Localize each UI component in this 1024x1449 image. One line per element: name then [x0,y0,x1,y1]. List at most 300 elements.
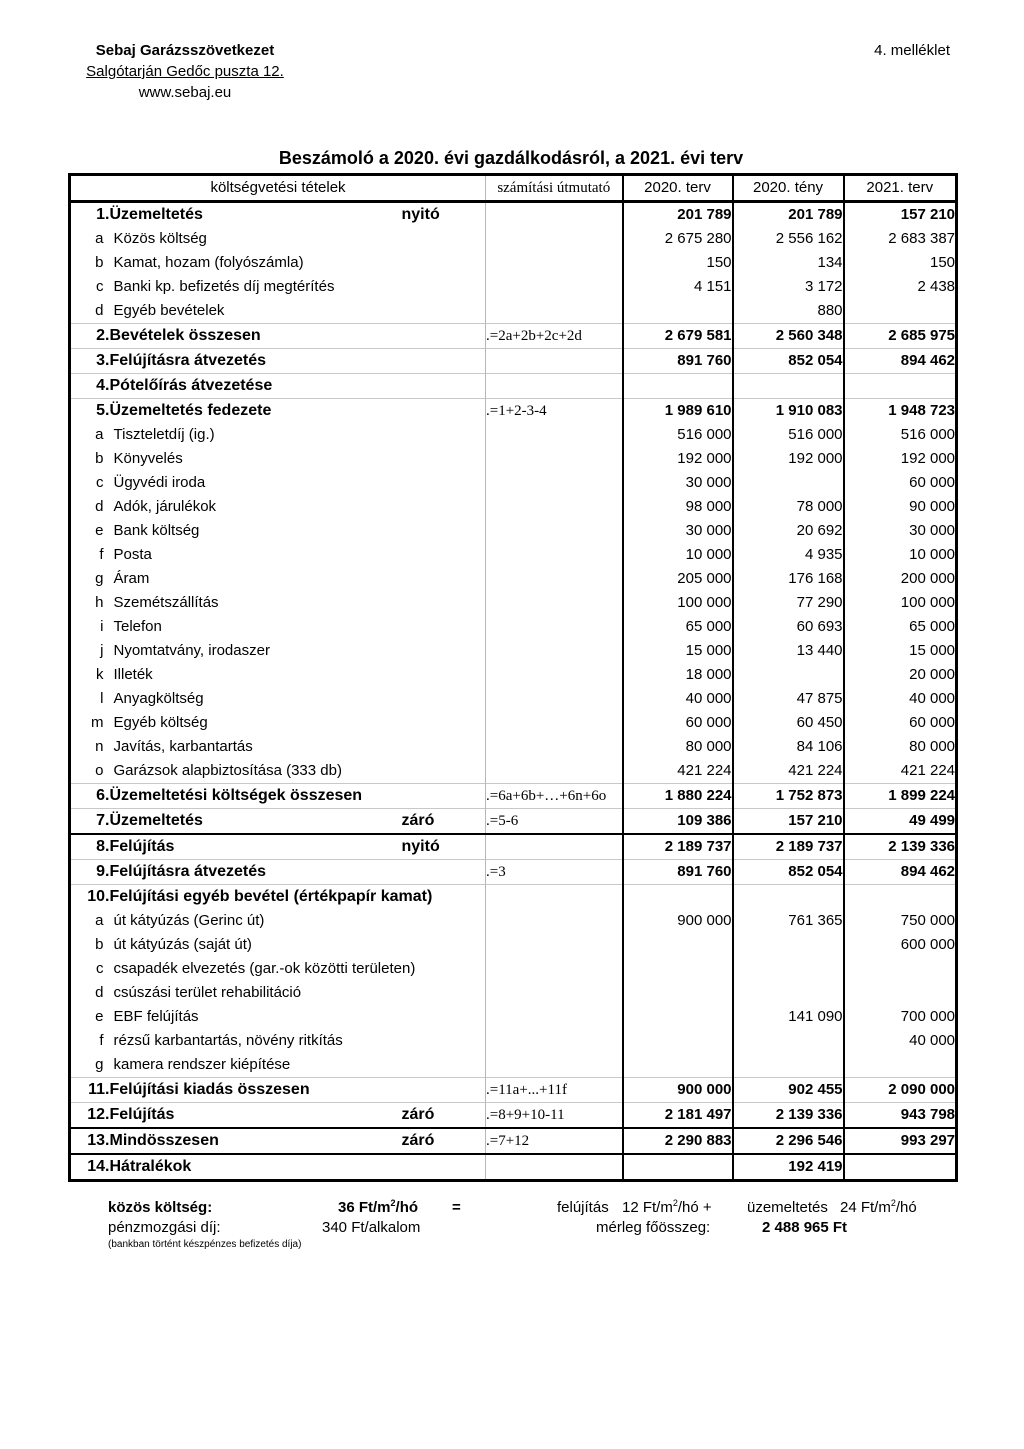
value-plan-2021 [844,374,957,399]
value-plan-2020: 201 789 [623,202,733,228]
row-label-text: Illeték [113,666,153,683]
row-formula [486,591,623,615]
value-actual-2020: 852 054 [733,349,844,374]
value-plan-2021: 100 000 [844,591,957,615]
row-formula [486,275,623,299]
row-label-text: Közös költség [113,230,207,247]
row-label-text: út kátyúzás (Gerinc út) [113,912,265,929]
value-plan-2020: 891 760 [623,349,733,374]
table-row-main [70,885,957,910]
row-formula [486,909,623,933]
row-number: g [95,570,104,587]
row-label-text: Áram [113,570,150,587]
value-actual-2020: 78 000 [733,495,844,519]
table-row-main [70,1103,957,1129]
row-formula [486,711,623,735]
row-label [110,567,486,591]
value-plan-2020: 30 000 [623,471,733,495]
value-plan-2020: 2 189 737 [623,834,733,860]
row-number: a [95,230,104,247]
value-actual-2020: 84 106 [733,735,844,759]
row-label [110,543,486,567]
row-formula [486,495,623,519]
row-formula [486,1029,623,1053]
row-label [110,981,486,1005]
row-number: a [95,426,104,443]
organization-name: Sebaj Garázsszövetkezet [95,42,275,59]
value-actual-2020: 2 139 336 [733,1103,844,1129]
row-number: c [96,278,104,295]
row-formula [486,663,623,687]
row-number: 5. [70,399,110,424]
value-plan-2021: 65 000 [844,615,957,639]
row-number: c [96,960,104,977]
row-formula [486,567,623,591]
value-plan-2020 [623,933,733,957]
row-formula: .=3 [486,860,623,885]
value-actual-2020: 2 296 546 [733,1128,844,1154]
value-actual-2020: 902 455 [733,1078,844,1103]
value-plan-2020: 30 000 [623,519,733,543]
value-actual-2020: 2 189 737 [733,834,844,860]
row-label-text: Üzemeltetés fedezete [109,402,272,419]
row-label-text: Felújításra átvezetés [109,863,267,880]
value-plan-2020: 2 679 581 [623,324,733,349]
value-plan-2021 [844,957,957,981]
row-label-text: Hátralékok [109,1158,192,1175]
row-formula [486,639,623,663]
value-actual-2020: 192 419 [733,1154,844,1181]
value-plan-2020: 60 000 [623,711,733,735]
row-formula [486,834,623,860]
row-number: e [95,522,104,539]
column-header-actual-2020: 2020. tény [733,175,844,202]
table-row-sub [70,981,957,1005]
row-number: f [99,546,104,563]
row-tag: nyitó [401,838,440,855]
row-number: b [95,254,104,271]
row-formula [486,227,623,251]
row-formula [486,957,623,981]
value-plan-2020: 18 000 [623,663,733,687]
value-plan-2020: 109 386 [623,809,733,835]
table-row-sub [70,519,957,543]
value-plan-2020: 516 000 [623,423,733,447]
table-row-sub [70,543,957,567]
value-actual-2020: 134 [733,251,844,275]
row-formula [486,933,623,957]
row-label-text: Banki kp. befizetés díj megtérítés [113,278,335,295]
row-label [110,275,486,299]
renovation-value: 12 $Ft/m^2/hó$ + [622,1198,712,1216]
value-actual-2020: 880 [733,299,844,324]
table-row-main [70,1078,957,1103]
value-plan-2020 [623,1005,733,1029]
row-formula [486,687,623,711]
value-plan-2021 [844,299,957,324]
value-actual-2020: 1 752 873 [733,784,844,809]
column-header-formula: számítási útmutató [486,175,623,202]
row-formula [486,471,623,495]
table-row-sub [70,1029,957,1053]
row-label-text: Felújítás [109,838,175,855]
row-formula: .=8+9+10-11 [486,1103,623,1129]
table-row-main [70,809,957,835]
row-label-text: Pótelőírás átvezetése [109,377,273,394]
row-number: 4. [70,374,110,399]
row-label-text: Ügyvédi iroda [113,474,206,491]
row-label [110,495,486,519]
table-row-sub [70,567,957,591]
row-formula [486,447,623,471]
value-plan-2021: 60 000 [844,711,957,735]
row-label-text: Posta [113,546,152,563]
value-plan-2021 [844,981,957,1005]
row-label-text: Felújítási egyéb bevétel (értékpapír kamat) [109,888,433,905]
row-formula [486,374,623,399]
row-number: b [95,450,104,467]
value-actual-2020 [733,957,844,981]
row-number: m [91,714,104,731]
row-label [110,251,486,275]
value-plan-2021: 20 000 [844,663,957,687]
value-plan-2020: 900 000 [623,909,733,933]
value-actual-2020: 77 290 [733,591,844,615]
value-actual-2020: 2 560 348 [733,324,844,349]
value-actual-2020 [733,663,844,687]
row-label-text: Szemétszállítás [113,594,219,611]
row-label-text: Tiszteletdíj (ig.) [113,426,215,443]
table-header-row [70,175,957,202]
cash-fee-value: 340 Ft/alkalom [322,1219,421,1236]
value-plan-2021: 516 000 [844,423,957,447]
cash-fee-note: (bankban történt készpénzes befizetés díja) [108,1239,302,1250]
value-actual-2020: 516 000 [733,423,844,447]
table-row-sub [70,663,957,687]
value-plan-2021: 150 [844,251,957,275]
value-plan-2020: 205 000 [623,567,733,591]
row-number: l [100,690,104,707]
balance-value: 2 488 965 Ft [762,1219,848,1236]
table-row-sub [70,933,957,957]
row-number: 3. [70,349,110,374]
row-number: 6. [70,784,110,809]
table-row-main [70,784,957,809]
row-label-text: kamera rendszer kiépítése [113,1056,291,1073]
row-label-text: EBF felújítás [113,1008,199,1025]
value-plan-2021: 60 000 [844,471,957,495]
row-label-text: rézsű karbantartás, növény ritkítás [113,1032,343,1049]
value-plan-2021: 2 139 336 [844,834,957,860]
row-formula [486,202,623,228]
value-plan-2021: 700 000 [844,1005,957,1029]
value-actual-2020: 20 692 [733,519,844,543]
table-row-main [70,1128,957,1154]
column-header-plan-2021: 2021. terv [844,175,957,202]
value-plan-2020: 65 000 [623,615,733,639]
row-number: k [96,666,104,683]
value-plan-2021: 943 798 [844,1103,957,1129]
row-label [110,834,486,860]
row-number: 10. [70,885,110,910]
row-label [110,399,486,424]
value-actual-2020: 3 172 [733,275,844,299]
value-plan-2021: 40 000 [844,687,957,711]
row-label [110,735,486,759]
value-actual-2020: 201 789 [733,202,844,228]
row-number: 1. [70,202,110,228]
value-plan-2021: 10 000 [844,543,957,567]
row-formula [486,981,623,1005]
table-row-main [70,324,957,349]
table-row-main [70,202,957,228]
value-actual-2020: 1 910 083 [733,399,844,424]
row-number: i [100,618,104,635]
row-formula: .=11a+...+11f [486,1078,623,1103]
value-plan-2021: 2 685 975 [844,324,957,349]
row-label [110,933,486,957]
row-number: 8. [70,834,110,860]
table-row-sub [70,591,957,615]
organization-header [60,40,310,103]
row-formula [486,1154,623,1181]
value-actual-2020: 176 168 [733,567,844,591]
value-plan-2020 [623,957,733,981]
table-row-main [70,349,957,374]
table-body [70,202,957,1181]
table-row-main [70,860,957,885]
row-formula [486,1053,623,1078]
value-plan-2021 [844,885,957,910]
value-actual-2020: 421 224 [733,759,844,784]
value-plan-2020 [623,885,733,910]
row-label [110,809,486,835]
row-label-text: Üzemeltetés [109,206,203,223]
row-formula [486,423,623,447]
value-plan-2021: 200 000 [844,567,957,591]
row-label-text: Egyéb bevételek [113,302,225,319]
row-number: g [95,1056,104,1073]
table-row-sub [70,735,957,759]
row-label [110,423,486,447]
value-actual-2020: 192 000 [733,447,844,471]
document-title: Beszámoló a 2020. évi gazdálkodásról, a 2021. évi terv [278,148,744,168]
value-plan-2021: 993 297 [844,1128,957,1154]
row-label [110,349,486,374]
value-actual-2020: 852 054 [733,860,844,885]
row-label-text: Bevételek összesen [109,327,261,344]
table-row-sub [70,299,957,324]
row-number: 9. [70,860,110,885]
row-label-text: Nyomtatvány, irodaszer [113,642,270,659]
value-plan-2021: 90 000 [844,495,957,519]
value-plan-2021: 2 683 387 [844,227,957,251]
row-label [110,639,486,663]
row-label [110,227,486,251]
row-formula [486,519,623,543]
row-formula [486,885,623,910]
row-label-text: Üzemeltetés [109,812,203,829]
value-plan-2021: 894 462 [844,349,957,374]
row-formula: .=5-6 [486,809,623,835]
row-number: 14. [70,1154,110,1181]
row-label [110,1005,486,1029]
value-actual-2020 [733,933,844,957]
value-actual-2020: 47 875 [733,687,844,711]
value-plan-2021: 750 000 [844,909,957,933]
row-tag: záró [401,1106,435,1123]
row-formula [486,349,623,374]
value-actual-2020 [733,374,844,399]
value-plan-2020 [623,374,733,399]
value-actual-2020: 60 693 [733,615,844,639]
value-actual-2020 [733,981,844,1005]
value-actual-2020: 60 450 [733,711,844,735]
row-label [110,615,486,639]
value-plan-2020: 98 000 [623,495,733,519]
value-plan-2020: 150 [623,251,733,275]
row-formula [486,759,623,784]
value-plan-2021: 2 090 000 [844,1078,957,1103]
value-plan-2020: 421 224 [623,759,733,784]
value-plan-2020: 15 000 [623,639,733,663]
value-plan-2021: 894 462 [844,860,957,885]
value-actual-2020 [733,471,844,495]
table-row-sub [70,471,957,495]
cash-fee-label: pénzmozgási díj: [108,1219,221,1236]
row-label-text: Telefon [113,618,162,635]
value-plan-2021: 600 000 [844,933,957,957]
operation-value: 24 $Ft/m^2/hó$ [840,1198,917,1216]
balance-label: mérleg főösszeg: [596,1219,711,1236]
row-number: 12. [70,1103,110,1129]
row-formula [486,299,623,324]
value-plan-2021: 157 210 [844,202,957,228]
row-label [110,687,486,711]
row-label [110,471,486,495]
renovation-label: felújítás [557,1199,609,1216]
value-plan-2021: 49 499 [844,809,957,835]
table-row-sub [70,447,957,471]
row-label-text: Felújítás [109,1106,175,1123]
table-row-sub [70,423,957,447]
value-actual-2020 [733,885,844,910]
value-plan-2020: 10 000 [623,543,733,567]
table-row-main [70,399,957,424]
row-tag: nyitó [401,206,440,223]
value-actual-2020: 157 210 [733,809,844,835]
value-plan-2021: 2 438 [844,275,957,299]
row-number: h [95,594,104,611]
row-formula [486,543,623,567]
value-plan-2020: 40 000 [623,687,733,711]
row-label-text: Mindösszesen [109,1132,219,1149]
row-label [110,957,486,981]
row-label [110,784,486,809]
row-label-text: csúszási terület rehabilitáció [113,984,302,1001]
table-row-main [70,1154,957,1181]
value-plan-2020: 80 000 [623,735,733,759]
row-label-text: Kamat, hozam (folyószámla) [113,254,304,271]
row-tag: záró [401,812,435,829]
budget-report-table [68,173,958,1182]
table-row-sub [70,759,957,784]
row-number: d [95,984,104,1001]
table-row-main [70,374,957,399]
value-plan-2020 [623,981,733,1005]
row-number: b [95,936,104,953]
value-plan-2020: 192 000 [623,447,733,471]
row-label-text: csapadék elvezetés (gar.-ok közötti területen) [113,960,416,977]
row-label [110,759,486,784]
row-label [110,1029,486,1053]
value-plan-2021: 421 224 [844,759,957,784]
table-row-sub [70,711,957,735]
row-formula [486,735,623,759]
row-formula: .=7+12 [486,1128,623,1154]
row-label-text: Felújítási kiadás összesen [109,1081,310,1098]
table-row-sub [70,909,957,933]
row-number: e [95,1008,104,1025]
value-plan-2021 [844,1154,957,1181]
row-label [110,519,486,543]
row-number: 11. [70,1078,110,1103]
row-label-text: Garázsok alapbiztosítása (333 db) [113,762,342,779]
value-plan-2020: 1 880 224 [623,784,733,809]
value-actual-2020 [733,1053,844,1078]
value-actual-2020: 2 556 162 [733,227,844,251]
value-plan-2020 [623,1053,733,1078]
value-plan-2020: 4 151 [623,275,733,299]
value-actual-2020: 761 365 [733,909,844,933]
value-plan-2020: 2 675 280 [623,227,733,251]
row-label-text: Egyéb költség [113,714,208,731]
row-label [110,447,486,471]
value-actual-2020: 4 935 [733,543,844,567]
row-label [110,1128,486,1154]
row-number: 2. [70,324,110,349]
row-formula [486,1005,623,1029]
row-label [110,909,486,933]
row-label [110,202,486,228]
row-label [110,1103,486,1129]
value-actual-2020: 13 440 [733,639,844,663]
row-label [110,1154,486,1181]
row-number: j [100,642,104,659]
table-row-sub [70,957,957,981]
summary-footer [108,1198,958,1252]
cash-fee-row [108,1218,958,1238]
value-actual-2020 [733,1029,844,1053]
value-plan-2021: 1 899 224 [844,784,957,809]
row-number: d [95,498,104,515]
row-label [110,324,486,349]
row-label-text: Könyvelés [113,450,183,467]
row-formula: .=1+2-3-4 [486,399,623,424]
table-row-sub [70,639,957,663]
row-label [110,663,486,687]
table-row-sub [70,1053,957,1078]
table-row-sub [70,687,957,711]
row-label [110,374,486,399]
row-label-text: Adók, járulékok [113,498,217,515]
value-plan-2020: 900 000 [623,1078,733,1103]
value-plan-2021: 30 000 [844,519,957,543]
organization-website: www.sebaj.eu [138,84,232,101]
row-label [110,860,486,885]
row-label [110,299,486,324]
row-formula: .=6a+6b+…+6n+6o [486,784,623,809]
